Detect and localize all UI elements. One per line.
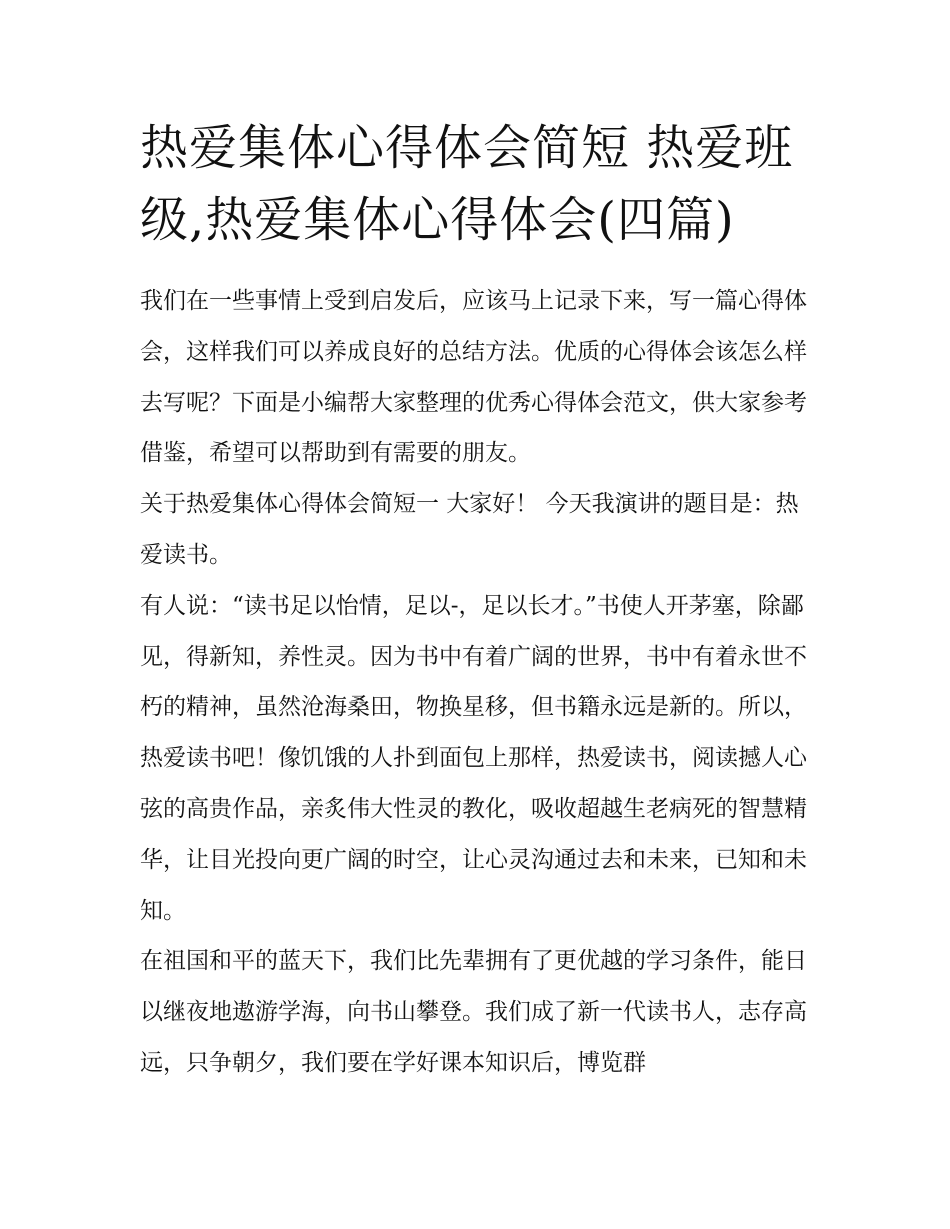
paragraph-study-conditions: 在祖国和平的蓝天下，我们比先辈拥有了更优越的学习条件，能日以继夜地遨游学海，向书山攀登。我们成了新一代读书人，志存高远，只争朝夕，我们要在学好课本知识后，博览群 — [140, 948, 807, 1076]
paragraph-speech-opening: 关于热爱集体心得体会简短一 大家好！ 今天我演讲的题目是：热爱读书。 — [140, 491, 799, 568]
paragraph-intro: 我们在一些事情上受到启发后，应该马上记录下来，写一篇心得体会，这样我们可以养成良好的总结方法。优质的心得体会该怎么样去写呢？下面是小编帮大家整理的优秀心得体会范文，供大家参考借鉴，希望可以帮助到有需要的朋友。 — [140, 288, 807, 467]
document-title: 热爱集体心得体会简短 热爱班级,热爱集体心得体会(四篇) — [140, 120, 794, 248]
paragraph-reading-quote: 有人说：“读书足以怡情，足以-，足以长才。”书使人开茅塞，除鄙见，得新知，养性灵。因为书中有着广阔的世界，书中有着永世不朽的精神，虽然沧海桑田，物换星移，但书籍永远是新的。所以，热爱读书吧！像饥饿的人扑到面包上那样，热爱读书，阅读撼人心弦的高贵作品，亲炙伟大性灵的教化，吸收超越生老病死的智慧精华，让目光投向更广阔的时空，让心灵沟通过去和未来，已知和未知。 — [140, 592, 807, 924]
document-body — [140, 276, 812, 1089]
